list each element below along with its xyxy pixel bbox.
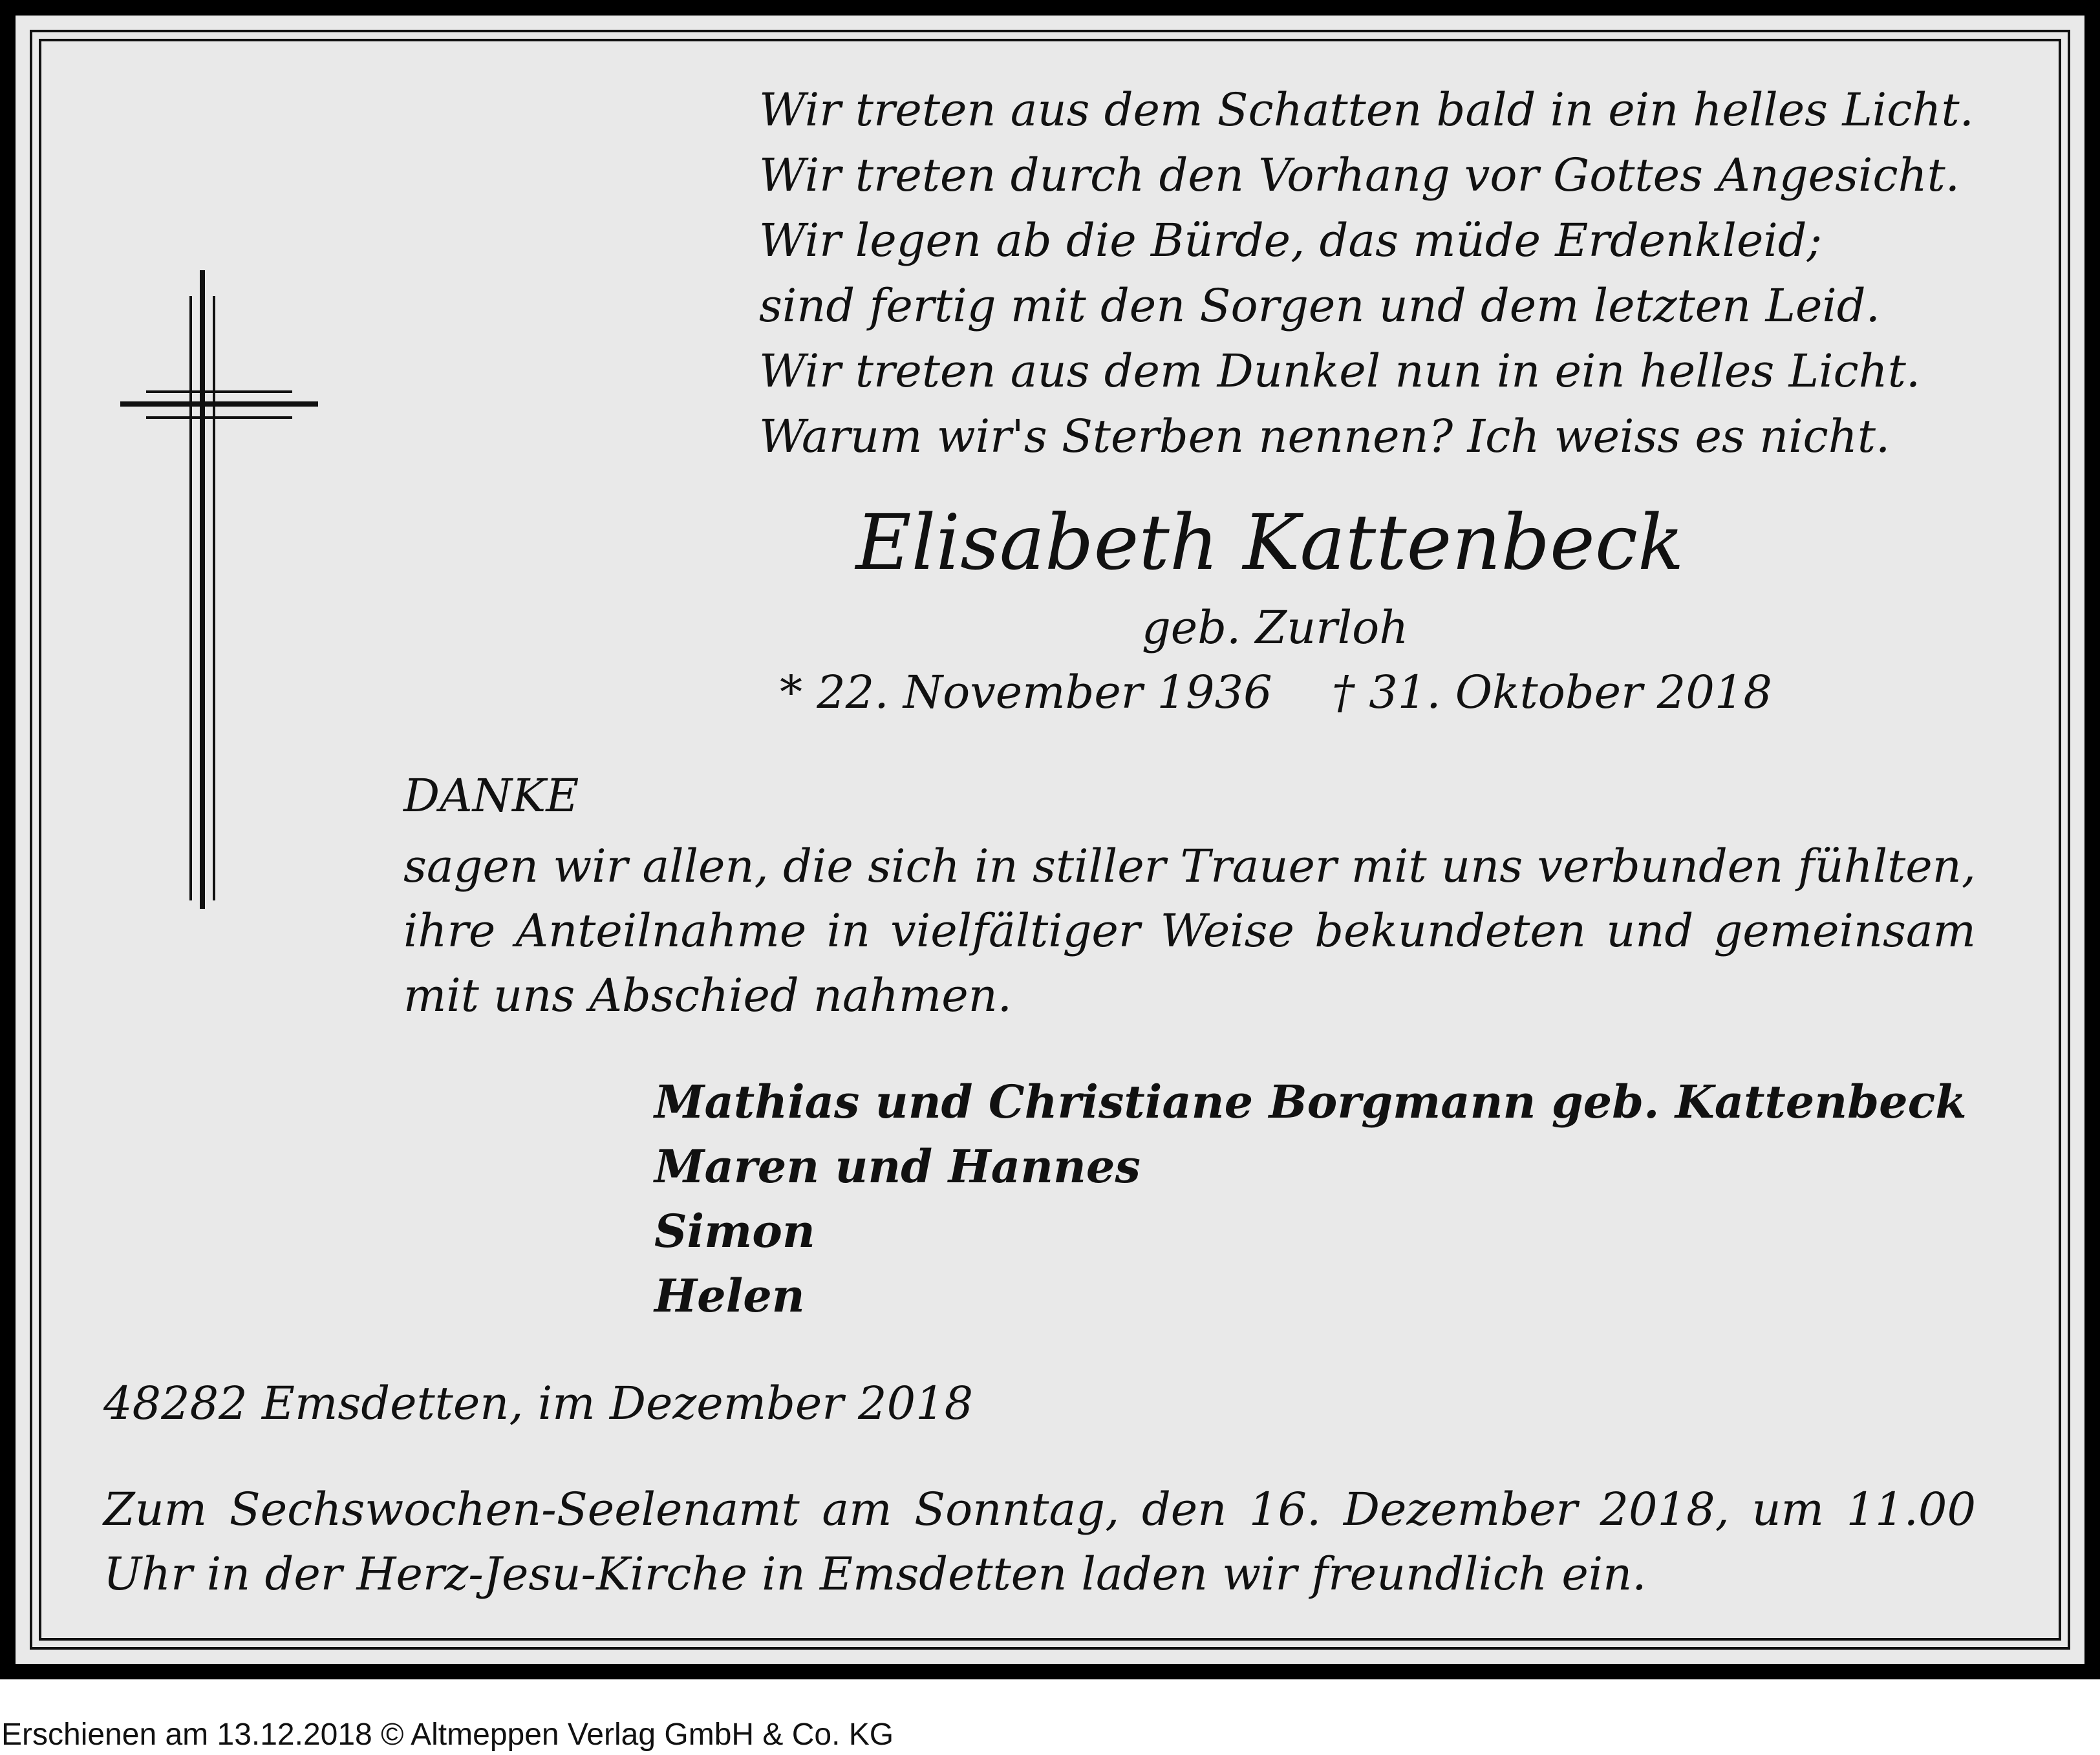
cross-line <box>146 416 292 419</box>
publication-footer: Erschienen am 13.12.2018 © Altmeppen Verlag GmbH & Co. KG <box>1 1718 894 1752</box>
family-member: Mathias und Christiane Borgmann geb. Kattenbeck <box>654 1075 1967 1129</box>
poem-line: Wir treten durch den Vorhang vor Gottes Angesicht. <box>759 149 1960 202</box>
thanks-title: DANKE <box>403 769 579 822</box>
thanks-text: sagen wir allen, die sich in stiller Trauer mit uns verbunden fühlten, ihre Anteilnahme in vielfältiger Weise bekundeten und gemeinsam mit uns Abschied nahmen. <box>403 840 1976 1022</box>
cross-beam-horizontal <box>120 401 318 407</box>
family-member: Helen <box>654 1269 805 1323</box>
poem-line: Wir treten aus dem Dunkel nun in ein helles Licht. <box>759 345 1921 398</box>
life-dates <box>780 666 1772 719</box>
cross-beam-vertical <box>200 270 205 909</box>
birth-date: * 22. November 1936 <box>780 666 1272 719</box>
family-member: Maren und Hannes <box>654 1140 1141 1193</box>
maiden-name: geb. Zurloh <box>1142 601 1409 654</box>
poem-line: Wir treten aus dem Schatten bald in ein helles Licht. <box>759 83 1974 136</box>
poem-line: Wir legen ab die Bürde, das müde Erdenkleid; <box>759 214 1823 267</box>
cross-line <box>213 296 215 900</box>
family-member: Simon <box>654 1204 815 1258</box>
place-date: 48282 Emsdetten, im Dezember 2018 <box>103 1377 974 1430</box>
poem-line: Warum wir's Sterben nennen? Ich weiss es nicht. <box>759 410 1891 463</box>
poem-line: sind fertig mit den Sorgen und dem letzten Leid. <box>759 279 1880 332</box>
deceased-name: Elisabeth Kattenbeck <box>855 498 1684 587</box>
invitation-text: Zum Sechswochen-Seelenamt am Sonntag, den 16. Dezember 2018, um 11.00 Uhr in der Herz-Jesu-Kirche in Emsdetten laden wir freundlich ein. <box>103 1483 1976 1601</box>
family-list <box>654 1070 1967 1328</box>
death-date: † 31. Oktober 2018 <box>1331 666 1772 719</box>
cross-line <box>189 296 192 900</box>
cross-icon <box>120 270 318 909</box>
cross-line <box>146 390 292 393</box>
poem <box>759 78 1974 469</box>
